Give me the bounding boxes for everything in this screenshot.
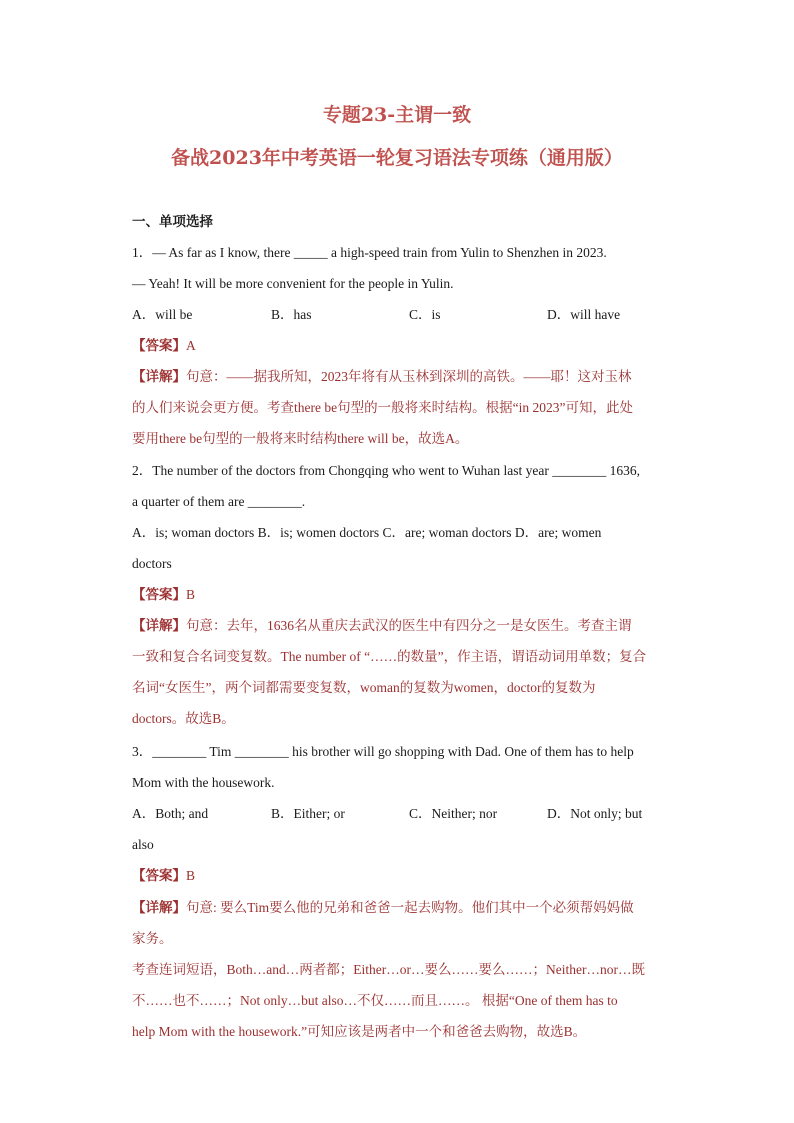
page-subtitle: 备战2023年中考英语一轮复习语法专项练（通用版） [171, 147, 623, 169]
detail-text: 句意: 要么Tim要么他的兄弟和爸爸一起去购物。他们其中一个必须帮妈妈做 [186, 900, 634, 915]
q1-answer [132, 337, 672, 355]
q3-extra-2: 不……也不……；Not only…but also…不仅……而且……。 根据“One of them has to [132, 993, 618, 1008]
q1-stem: 1．— As far as I know, there _____ a high-speed train from Yulin to Shenzhen in 2023. [132, 245, 607, 260]
answer-value: B [186, 587, 196, 602]
q3-option-a: A．Both; and [132, 806, 209, 821]
answer-tag: 【答案】 [132, 587, 186, 603]
q1-stem-2: — Yeah! It will be more convenient for the people in Yulin. [132, 276, 454, 291]
q2-detail-3: 名词“女医生”，两个词都需要变复数，woman的复数为women，doctor的复数为 [132, 680, 596, 695]
answer-value: B [186, 868, 196, 883]
detail-tag: 【详解】 [132, 900, 186, 916]
q1-option-b: B．has [271, 307, 312, 322]
q1-option-c: C．is [409, 307, 441, 322]
section-heading: 一、单项选择 [132, 214, 213, 230]
q2-stem: 2．The number of the doctors from Chongqing who went to Wuhan last year ________ 1636, [132, 463, 640, 478]
q3-detail-1 [132, 899, 672, 917]
q2-detail-4: doctors。故选B。 [132, 711, 235, 726]
answer-tag: 【答案】 [132, 868, 186, 884]
answer-tag: 【答案】 [132, 338, 186, 354]
q1-detail-3: 要用there be句型的一般将来时结构there will be，故选A。 [132, 431, 469, 446]
q3-options-2: also [132, 837, 154, 852]
answer-value: A [186, 338, 196, 353]
q3-extra-3: help Mom with the housework.”可知应该是两者中一个和爸爸去购物，故选B。 [132, 1024, 587, 1039]
q2-detail-2: 一致和复合名词变复数。The number of “……的数量”，作主语，谓语动词用单数；复合 [132, 649, 647, 664]
q3-answer [132, 867, 672, 885]
q1-detail-1 [132, 368, 672, 386]
q2-options: A．is; woman doctors B．is; women doctors C．are; woman doctors D．are; women [132, 525, 602, 540]
page-title: 专题23-主谓一致 [322, 104, 472, 126]
q3-extra-1: 考查连词短语，Both…and…两者都；Either…or…要么……要么……；Neither…nor…既 [132, 962, 645, 977]
q3-detail-2: 家务。 [132, 931, 173, 946]
q1-option-d: D．will have [547, 307, 621, 322]
q1-detail-2: 的人们来说会更方便。考查there be句型的一般将来时结构。根据“in 2023”可知，此处 [132, 400, 633, 415]
q3-option-c: C．Neither; nor [409, 806, 498, 821]
detail-tag: 【详解】 [132, 618, 186, 634]
q3-stem-2: Mom with the housework. [132, 775, 275, 790]
q3-stem: 3．________ Tim ________ his brother will go shopping with Dad. One of them has to help [132, 744, 634, 759]
detail-text: 句意：——据我所知，2023年将有从玉林到深圳的高铁。——耶！这对玉林 [186, 369, 632, 384]
q1-option-a: A．will be [132, 307, 193, 322]
detail-tag: 【详解】 [132, 369, 186, 385]
q2-answer [132, 586, 672, 604]
detail-text: 句意：去年，1636名从重庆去武汉的医生中有四分之一是女医生。考查主谓 [186, 618, 632, 633]
q2-detail-1 [132, 617, 672, 635]
q3-option-d: D．Not only; but [547, 806, 643, 821]
q2-options-2: doctors [132, 556, 172, 571]
q2-stem-2: a quarter of them are ________. [132, 494, 306, 509]
q3-option-b: B．Either; or [271, 806, 345, 821]
